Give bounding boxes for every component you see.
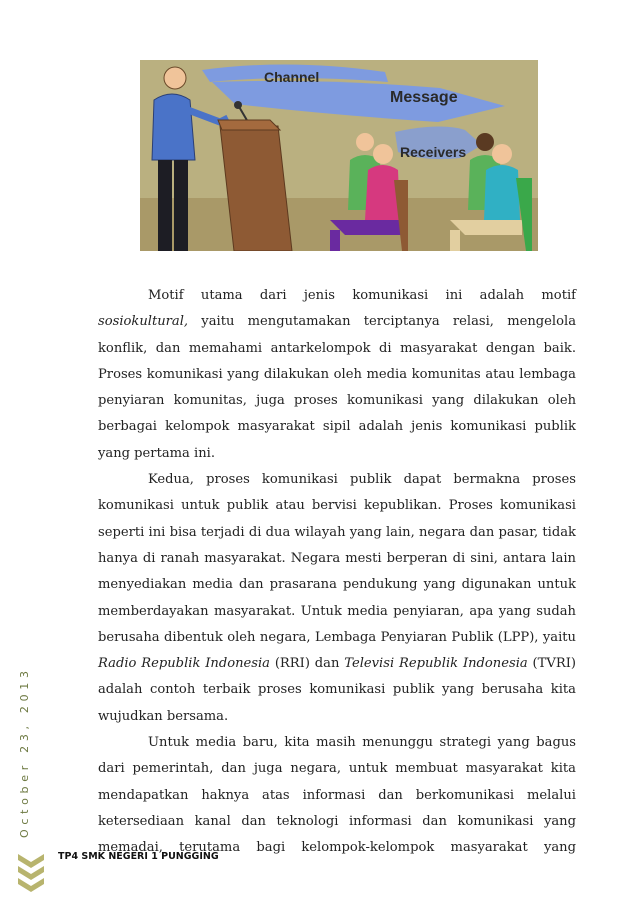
sidebar-date: October 23, 2013 bbox=[18, 666, 31, 838]
text-run: (RRI) dan bbox=[269, 656, 345, 672]
text-run: Motif utama dari jenis komunikasi ini adalah motif bbox=[148, 288, 576, 303]
paragraph bbox=[98, 283, 576, 467]
text-run: Untuk media baru, kita masih menunggu strategi yang bagus dari pemerintah, dan juga negara, untuk membuat masyarakat kita mendapatkan haknya atas informasi dan berkomunikasi melalui ketersediaan kanal dan teknologi informasi dan komunikasi yang memadai, terutama bagi kelompok-kelompok masyarakat yang bbox=[98, 735, 576, 856]
message-label: Message bbox=[390, 89, 458, 106]
communication-illustration bbox=[140, 60, 538, 251]
illustration-svg bbox=[140, 60, 538, 251]
italic-run: sosiokultural, bbox=[98, 314, 189, 330]
text-run: (TVRI) adalah contoh terbaik proses komunikasi publik yang berusaha kita wujudkan bersama. bbox=[98, 656, 576, 724]
footer-chevron-icon bbox=[16, 850, 46, 892]
last-paragraph-wrapper bbox=[98, 730, 576, 861]
paragraph bbox=[98, 730, 576, 861]
receivers-label: Receivers bbox=[400, 144, 467, 160]
text-run: Kedua, proses komunikasi publik dapat bermakna proses komunikasi untuk publik atau bervisi kepublikan. Proses komunikasi seperti ini bisa terjadi di dua wilayah yang lain, negara dan pasar, tidak hanya di ranah masyarakat. Negara mesti berperan di sini, antara lain menyediakan media dan prasarana pendukung yang digunakan untuk memberdayakan masyarakat. Untuk media penyiaran, apa yang sudah berusaha dibentuk oleh negara, Lembaga Penyiaran Publik (LPP), yaitu bbox=[98, 472, 576, 645]
italic-run: Televisi Republik Indonesia bbox=[344, 656, 528, 672]
channel-label: Channel bbox=[264, 69, 320, 85]
paragraph bbox=[98, 467, 576, 730]
body-text bbox=[98, 283, 576, 862]
footer-school-name: TP4 SMK NEGERI 1 PUNGGING bbox=[58, 851, 219, 862]
italic-run: Radio Republik Indonesia bbox=[98, 656, 270, 672]
text-run: yaitu mengutamakan terciptanya relasi, mengelola konflik, dan memahami antarkelompok di masyarakat dengan baik. Proses komunikasi yang dilakukan oleh media komunitas atau lembaga penyiaran komunitas, juga proses komunikasi yang dilakukan oleh berbagai kelompok masyarakat sipil adalah jenis komunikasi publik yang pertama ini. bbox=[98, 314, 576, 461]
